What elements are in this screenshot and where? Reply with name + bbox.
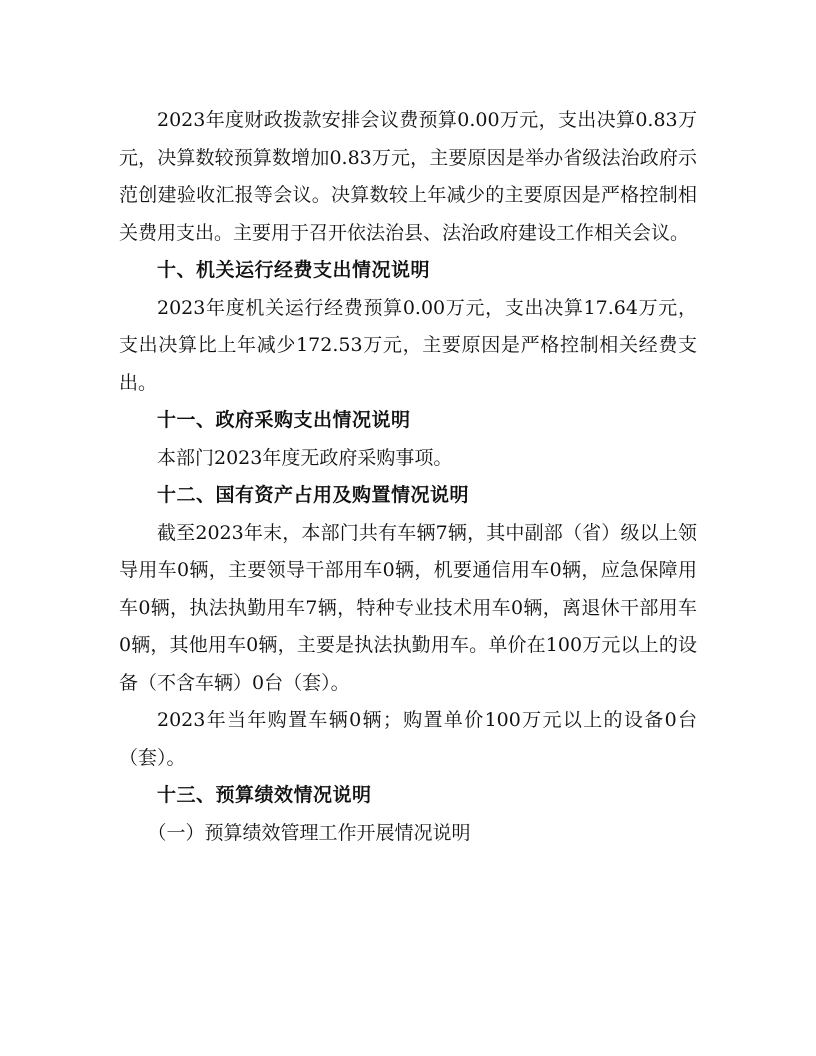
paragraph-assets-vehicles: 截至2023年末，本部门共有车辆7辆，其中副部（省）级以上领导用车0辆，主要领导干部用车0辆，机要通信用车0辆，应急保障用车0辆，执法执勤用车7辆，特种专业技术用车0辆，离退休干部用车0辆，其他用车0辆，主要是执法执勤用车。单价在100万元以上的设备（不含车辆）0台（套）。 (119, 521, 697, 694)
section-heading-10: 十、机关运行经费支出情况说明 (157, 259, 431, 281)
paragraph-meeting-expense: 2023年度财政拨款安排会议费预算0.00万元，支出决算0.83万元，决算数较预算数增加0.83万元，主要原因是举办省级法治政府示范创建验收汇报等会议。决算数较上年减少的主要原因是严格控制相关费用支出。主要用于召开依法治县、法治政府建设工作相关会议。 (119, 109, 697, 244)
section-heading-12: 十二、国有资产占用及购置情况说明 (157, 484, 470, 506)
paragraph-operating-expense: 2023年度机关运行经费预算0.00万元，支出决算17.64万元，支出决算比上年减少172.53万元，主要原因是严格控制相关经费支出。 (119, 296, 697, 394)
paragraph-procurement: 本部门2023年度无政府采购事项。 (157, 446, 453, 469)
section-heading-11: 十一、政府采购支出情况说明 (157, 409, 411, 431)
document-body (119, 102, 697, 852)
paragraph-assets-purchase: 2023年当年购置车辆0辆；购置单价100万元以上的设备0台（套）。 (119, 709, 697, 769)
subsection-heading-1: （一）预算绩效管理工作开展情况说明 (147, 821, 471, 844)
section-heading-13: 十三、预算绩效情况说明 (157, 784, 372, 806)
